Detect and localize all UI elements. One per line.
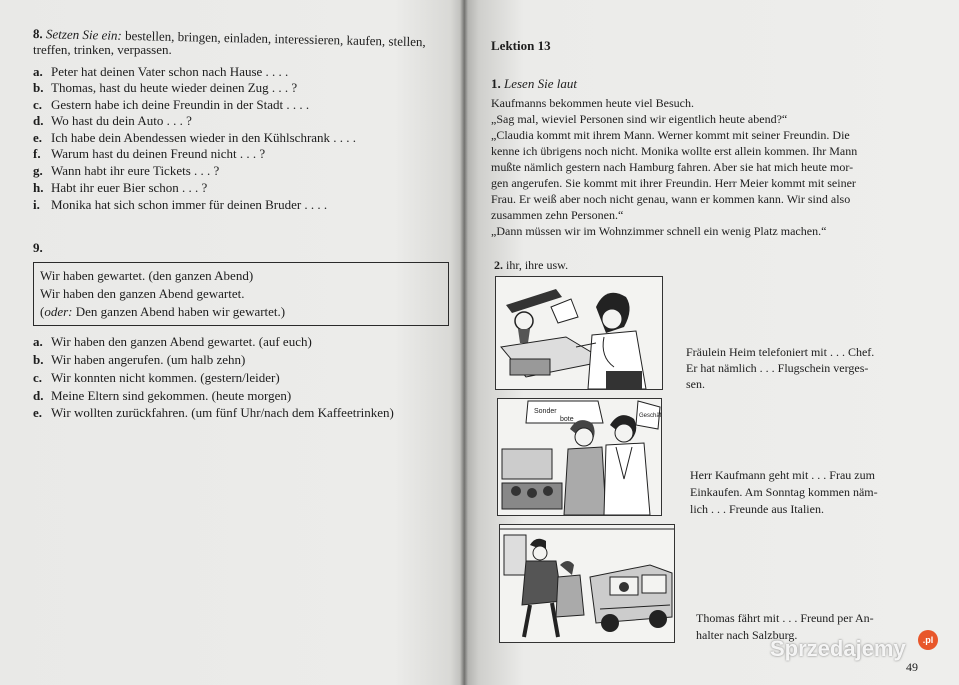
list-item: d. Wo hast du dein Auto . . . ?	[33, 113, 192, 128]
shop-sign-text: bote	[560, 416, 574, 423]
ex8-number: 8.	[32, 26, 43, 42]
list-item: f. Warum hast du deinen Freund nicht . . . ?	[33, 146, 266, 161]
list-item: d. Meine Eltern sind gekommen. (heute morgen)	[33, 388, 292, 403]
box-line: Wir haben gewartet. (den ganzen Abend)	[40, 268, 254, 283]
hitchhiking-drawing	[500, 525, 674, 642]
box-line: (oder: Den ganzen Abend haben wir gewartet.)	[40, 304, 286, 319]
page-number: 49	[906, 660, 918, 674]
box-line: Wir haben den ganzen Abend gewartet.	[40, 286, 245, 301]
text-line: „Dann müssen wir im Wohnzimmer schnell ein wenig Platz machen.“	[491, 224, 827, 238]
shopping-drawing	[498, 399, 661, 515]
illustration-office	[495, 276, 663, 390]
office-drawing	[496, 277, 662, 389]
text-line: Kaufmanns bekommen heute viel Besuch.	[491, 96, 694, 110]
left-page	[0, 0, 464, 685]
book-gutter	[460, 0, 468, 685]
text-line: kenne ich übrigens noch nicht. Monika wollte erst allein kommen. Ihr Mann	[491, 144, 858, 158]
ex2-heading: 2. ihr, ihre usw.	[494, 258, 569, 272]
illustration-hitchhiking	[499, 524, 675, 643]
shop-sign-text: Sonder	[534, 408, 557, 415]
list-item: b. Wir haben angerufen. (um halb zehn)	[33, 352, 246, 367]
shop-sign-text: Geschäft	[639, 413, 661, 419]
ex8-words-line1: bestellen, bringen, einladen, interessieren, kaufen, stellen,	[124, 27, 426, 50]
list-item: c. Wir konnten nicht kommen. (gestern/leider)	[33, 370, 280, 385]
list-item: c. Gestern habe ich deine Freundin in der Stadt . . . .	[33, 97, 310, 112]
ex8-instruction: Setzen Sie ein:	[45, 26, 122, 43]
watermark-logo: Sprzedajemy	[770, 636, 906, 661]
watermark-badge: .pl	[918, 630, 938, 650]
ex1-heading: 1. Lesen Sie laut	[491, 76, 577, 91]
right-page: Lektion 13 1. Lesen Sie laut Kaufmanns bekommen heute viel Besuch. „Sag mal, wieviel Personen sind wir eigentlich heute abend?“ „Claudia kommt mit ihrem Mann. Werner kommt mit seiner Freundin. Die kenne ich übrigens noch nicht. Monika wollte erst allein kommen. Ihr Mann mußte nämlich gestern nach Hamburg fahren. Aber sie hat mich heute mor- gen angerufen. Sie kommt mit ihrer Freundin. Herr Meier kommt mit seiner Frau. Er weiß aber noch nicht genau, wann er kommen kann. Wir sind also zusammen zehn Personen.“ „Dann müssen wir im Wohnzimmer schnell ein wenig Platz machen.“ 2. ihr, ihre usw. Fräulein Heim telefoniert mit . . . Chef. Er hat nämlich . . . Flugschein verges- sen. Sonder bote Geschäft Herr Kaufmann geht mit . . . Frau zum Einkaufen. Am Sonntag kommen näm- lich . . . Freunde aus Italien. Thomas fährt mit . . . Freund per An- halter nach Salzburg. 49	[464, 0, 959, 685]
lesson-title: Lektion 13	[491, 38, 551, 53]
example-box	[33, 262, 449, 326]
list-item: b. Thomas, hast du heute wieder deinen Zug . . . ?	[33, 80, 298, 95]
list-item: a. Peter hat deinen Vater schon nach Hause . . . .	[33, 64, 289, 79]
list-item: e. Wir wollten zurückfahren. (um fünf Uhr/nach dem Kaffeetrinken)	[33, 405, 394, 420]
list-item: a. Wir haben den ganzen Abend gewartet. (auf euch)	[33, 334, 312, 349]
text-line: „Claudia kommt mit ihrem Mann. Werner kommt mit seiner Freundin. Die	[491, 128, 850, 142]
list-item: i. Monika hat sich schon immer für deinen Bruder . . . .	[33, 197, 328, 212]
text-line: Frau. Er weiß aber noch nicht genau, wann er kommen kann. Wir sind also	[491, 192, 851, 206]
text-line: mußte nämlich gestern nach Hamburg fahren. Aber sie hat mich heute mor-	[491, 160, 854, 174]
list-item: h. Habt ihr euer Bier schon . . . ?	[33, 180, 208, 195]
ex8-words-line2: treffen, trinken, verpassen.	[33, 42, 172, 57]
text-line: gen angerufen. Sie kommt mit ihrer Freundin. Herr Meier kommt mit seiner	[491, 176, 856, 190]
text-line: zusammen zehn Personen.“	[491, 208, 624, 222]
illustration-shopping	[497, 398, 662, 516]
ex9-number: 9.	[33, 240, 43, 255]
list-item: g. Wann habt ihr eure Tickets . . . ?	[33, 163, 220, 178]
text-line: „Sag mal, wieviel Personen sind wir eigentlich heute abend?“	[491, 112, 788, 126]
list-item: e. Ich habe dein Abendessen wieder in den Kühlschrank . . . .	[33, 130, 357, 145]
